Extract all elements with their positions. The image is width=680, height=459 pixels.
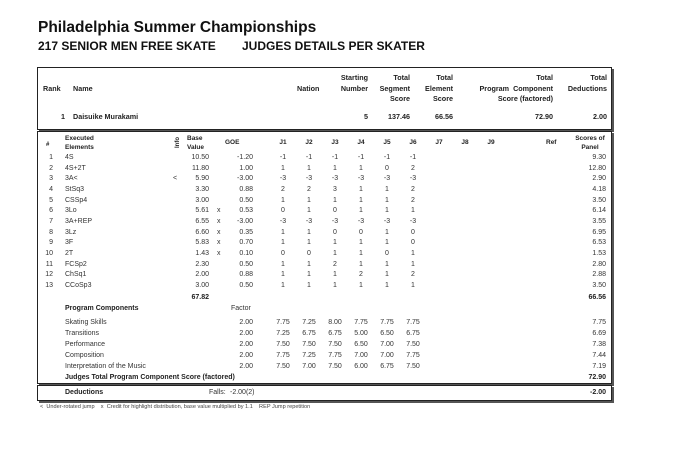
tes-header bbox=[415, 73, 453, 105]
header-line: Panel bbox=[581, 144, 599, 151]
element-code: 3Lo bbox=[65, 207, 77, 215]
element-base-value: 1.43 bbox=[195, 249, 209, 257]
judge-goe: 1 bbox=[385, 260, 389, 268]
header-line: Element bbox=[425, 83, 453, 93]
judge-goe: 1 bbox=[307, 164, 311, 172]
num-header: # bbox=[46, 142, 50, 148]
element-panel-score: 3.55 bbox=[592, 217, 606, 225]
total-pcs: 72.90 bbox=[535, 112, 553, 121]
judge-goe: 1 bbox=[411, 207, 415, 215]
element-bonus-mark: x bbox=[217, 239, 221, 247]
judge-goe: 0 bbox=[385, 164, 389, 172]
pcs-panel-score: 7.44 bbox=[592, 352, 606, 360]
report-type: JUDGES DETAILS PER SKATER bbox=[242, 39, 425, 53]
goe-header: GOE bbox=[225, 139, 240, 146]
element-code: 3A< bbox=[65, 175, 78, 183]
judge-goe: 1 bbox=[281, 164, 285, 172]
judge-goe: 1 bbox=[307, 239, 311, 247]
judge-pcs-mark: 6.75 bbox=[328, 330, 342, 338]
judge-goe: 1 bbox=[333, 271, 337, 279]
judge-goe: 1 bbox=[359, 185, 363, 193]
judge-goe: 1 bbox=[359, 239, 363, 247]
element-code: 4S bbox=[65, 154, 74, 161]
judge-header: J2 bbox=[305, 139, 313, 146]
element-goe: 0.88 bbox=[239, 271, 253, 279]
element-bonus-mark: x bbox=[217, 249, 221, 257]
header-line: Scores of bbox=[575, 135, 605, 142]
judge-goe: 2 bbox=[411, 164, 415, 172]
judge-goe: 1 bbox=[307, 196, 311, 204]
element-number: 11 bbox=[45, 260, 53, 268]
element-base-value: 5.83 bbox=[195, 239, 209, 247]
judge-goe: 1 bbox=[385, 281, 389, 289]
judge-goe: 2 bbox=[411, 196, 415, 204]
element-panel-score: 6.53 bbox=[592, 239, 606, 247]
judge-goe: -3 bbox=[409, 175, 417, 183]
element-bonus-mark: x bbox=[217, 207, 221, 215]
judge-header: J7 bbox=[435, 139, 443, 146]
judge-goe: -3 bbox=[409, 217, 417, 225]
judge-pcs-mark: 7.75 bbox=[276, 319, 290, 326]
element-goe: 0.50 bbox=[239, 196, 253, 204]
judge-pcs-mark: 7.50 bbox=[406, 341, 420, 349]
judge-goe: 1 bbox=[411, 260, 415, 268]
judge-goe: -3 bbox=[305, 217, 313, 225]
judge-goe: 1 bbox=[281, 239, 285, 247]
judge-pcs-mark: 7.25 bbox=[302, 319, 316, 326]
judge-header: J6 bbox=[409, 139, 417, 146]
judge-goe: -3 bbox=[357, 217, 365, 225]
element-goe: 0.50 bbox=[239, 281, 253, 289]
judge-pcs-mark: 5.00 bbox=[354, 330, 368, 338]
element-code: 2T bbox=[65, 249, 74, 257]
judge-goe: 1 bbox=[333, 196, 337, 204]
judge-goe: 0 bbox=[333, 228, 337, 236]
judge-goe: 0 bbox=[281, 207, 285, 215]
judge-goe: 0 bbox=[307, 249, 311, 257]
judge-goe: 1 bbox=[281, 260, 285, 268]
element-code: StSq3 bbox=[65, 185, 85, 193]
pcs-factor: 2.00 bbox=[239, 319, 253, 326]
element-base-value: 6.55 bbox=[195, 217, 209, 225]
judge-pcs-mark: 7.75 bbox=[380, 319, 394, 326]
judge-pcs-mark: 6.50 bbox=[380, 330, 394, 338]
total-segment-score: 137.46 bbox=[388, 112, 410, 121]
header-line: Executed bbox=[65, 135, 94, 142]
element-goe: -1.20 bbox=[237, 154, 253, 161]
base-value-total: 67.82 bbox=[191, 294, 209, 301]
element-base-value: 3.00 bbox=[195, 281, 209, 289]
pcs-factor: 2.00 bbox=[239, 330, 253, 338]
element-panel-score: 2.88 bbox=[592, 271, 606, 279]
judge-pcs-mark: 7.25 bbox=[302, 352, 316, 360]
element-goe: 0.10 bbox=[239, 249, 253, 257]
tss-header bbox=[372, 73, 410, 105]
element-panel-score: 3.50 bbox=[592, 281, 606, 289]
judge-goe: -3 bbox=[383, 217, 391, 225]
header-line: Total bbox=[393, 73, 410, 82]
judge-header: J4 bbox=[357, 139, 365, 146]
judge-pcs-mark: 7.50 bbox=[302, 341, 316, 349]
judge-goe: 1 bbox=[385, 196, 389, 204]
element-bonus-mark: x bbox=[217, 217, 221, 225]
element-base-value: 2.30 bbox=[195, 260, 209, 268]
header-line: Elements bbox=[65, 144, 94, 151]
header-line: Score bbox=[390, 94, 410, 103]
element-number: 6 bbox=[49, 207, 53, 215]
element-code: CCoSp3 bbox=[65, 281, 92, 289]
judge-pcs-mark: 6.00 bbox=[354, 363, 368, 371]
judge-goe: 1 bbox=[359, 196, 363, 204]
judge-pcs-mark: 7.00 bbox=[380, 352, 394, 360]
segment-title: 217 SENIOR MEN FREE SKATE bbox=[38, 39, 216, 53]
element-panel-score: 6.95 bbox=[592, 228, 606, 236]
judge-goe: 1 bbox=[307, 207, 311, 215]
judge-goe: 0 bbox=[333, 207, 337, 215]
element-number: 5 bbox=[49, 196, 53, 204]
judge-goe: -3 bbox=[383, 175, 391, 183]
judge-pcs-mark: 7.75 bbox=[354, 319, 368, 326]
element-number: 10 bbox=[45, 249, 53, 257]
judge-goe: 2 bbox=[359, 271, 363, 279]
element-number: 4 bbox=[49, 185, 53, 193]
event-title: Philadelphia Summer Championships bbox=[38, 19, 317, 36]
judge-goe: -1 bbox=[331, 154, 339, 161]
pcs-total: 72.90 bbox=[588, 374, 606, 381]
header-line: Total bbox=[536, 73, 553, 82]
judge-goe: -3 bbox=[331, 175, 339, 183]
judge-goe: 1 bbox=[411, 249, 415, 257]
judge-header: J8 bbox=[461, 139, 469, 146]
legend-footnote: < Under-rotated jump x Credit for highlight distribution, base value multiplied by 1.1 REP Jump repetition bbox=[40, 404, 311, 410]
element-panel-score: 3.50 bbox=[592, 196, 606, 204]
judge-goe: 1 bbox=[333, 164, 337, 172]
header-line: Number bbox=[340, 83, 368, 93]
header-line: Segment bbox=[379, 83, 410, 93]
element-base-value: 6.60 bbox=[195, 228, 209, 236]
judge-pcs-mark: 7.75 bbox=[406, 352, 420, 360]
judge-pcs-mark: 7.00 bbox=[380, 341, 394, 349]
element-code: ChSq1 bbox=[65, 271, 87, 279]
element-number: 1 bbox=[49, 154, 53, 161]
judge-pcs-mark: 6.75 bbox=[406, 330, 420, 338]
total-element-score: 66.56 bbox=[435, 112, 453, 121]
element-code: 3F bbox=[65, 239, 74, 247]
element-number: 3 bbox=[49, 175, 53, 183]
judge-pcs-mark: 7.75 bbox=[276, 352, 290, 360]
judge-goe: 1 bbox=[307, 228, 311, 236]
judge-pcs-mark: 7.50 bbox=[328, 341, 342, 349]
pcs-factor: 2.00 bbox=[239, 352, 253, 360]
judge-goe: -1 bbox=[357, 154, 365, 161]
judge-header: J1 bbox=[279, 139, 287, 146]
panel-total: 66.56 bbox=[588, 294, 606, 301]
element-code: 3Lz bbox=[65, 228, 77, 236]
judge-goe: -1 bbox=[383, 154, 391, 161]
element-goe: 0.35 bbox=[239, 228, 253, 236]
judge-goe: -3 bbox=[331, 217, 339, 225]
element-goe: -3.00 bbox=[237, 217, 253, 225]
element-panel-score: 2.90 bbox=[592, 175, 606, 183]
judge-goe: -3 bbox=[279, 217, 287, 225]
element-code: FCSp2 bbox=[65, 260, 87, 268]
element-base-value: 10.50 bbox=[191, 154, 209, 161]
header-line: Total bbox=[436, 73, 453, 82]
info-header: Info bbox=[175, 137, 181, 148]
judge-header: J3 bbox=[331, 139, 339, 146]
pcs-name: Transitions bbox=[65, 330, 99, 338]
element-number: 12 bbox=[45, 271, 53, 279]
pcs-name: Composition bbox=[65, 352, 104, 360]
element-goe: 0.88 bbox=[239, 185, 253, 193]
judge-goe: 1 bbox=[333, 281, 337, 289]
judge-goe: 1 bbox=[359, 260, 363, 268]
judge-goe: -3 bbox=[357, 175, 365, 183]
header-line: Starting bbox=[340, 73, 368, 82]
judge-pcs-mark: 7.50 bbox=[328, 363, 342, 371]
factor-header: Factor bbox=[231, 305, 251, 312]
element-number: 2 bbox=[49, 164, 53, 172]
judge-goe: 0 bbox=[411, 239, 415, 247]
pcs-panel-score: 7.19 bbox=[592, 363, 606, 371]
judge-goe: 1 bbox=[333, 249, 337, 257]
program-components-header: Program Components bbox=[65, 305, 139, 312]
element-goe: 0.50 bbox=[239, 260, 253, 268]
falls-value: -2.00(2) bbox=[230, 389, 255, 396]
judge-goe: 1 bbox=[359, 207, 363, 215]
judge-goe: 1 bbox=[385, 239, 389, 247]
judge-goe: 1 bbox=[359, 164, 363, 172]
deductions-box bbox=[37, 385, 612, 401]
header-line: Total bbox=[590, 73, 607, 82]
judge-goe: 1 bbox=[307, 281, 311, 289]
judge-pcs-mark: 7.00 bbox=[354, 352, 368, 360]
header-line: Base bbox=[187, 135, 203, 142]
element-info: < bbox=[173, 175, 178, 183]
judge-goe: 1 bbox=[359, 281, 363, 289]
judge-goe: 1 bbox=[385, 228, 389, 236]
base-value-header bbox=[187, 134, 204, 152]
element-goe: 0.70 bbox=[239, 239, 253, 247]
element-number: 7 bbox=[49, 217, 53, 225]
element-panel-score: 12.80 bbox=[588, 164, 606, 172]
judge-header: J9 bbox=[487, 139, 495, 146]
judge-goe: 1 bbox=[411, 281, 415, 289]
name-header: Name bbox=[73, 84, 93, 93]
element-panel-score: 2.80 bbox=[592, 260, 606, 268]
total-deductions: 2.00 bbox=[593, 112, 607, 121]
judge-pcs-mark: 6.50 bbox=[354, 341, 368, 349]
deductions-total: -2.00 bbox=[590, 389, 606, 396]
rank-header: Rank bbox=[43, 84, 61, 93]
judge-pcs-mark: 8.00 bbox=[328, 319, 342, 326]
ref-header: Ref bbox=[546, 139, 557, 146]
pcs-total-label: Judges Total Program Component Score (factored) bbox=[65, 374, 235, 381]
judge-goe: 0 bbox=[281, 249, 285, 257]
judge-pcs-mark: 7.25 bbox=[276, 330, 290, 338]
judge-header: J5 bbox=[383, 139, 391, 146]
header-line: Score (factored) bbox=[497, 94, 553, 103]
element-code: CSSp4 bbox=[65, 196, 88, 204]
starting-number: 5 bbox=[364, 112, 368, 121]
judge-goe: 0 bbox=[411, 228, 415, 236]
pcs-factor: 2.00 bbox=[239, 363, 253, 371]
element-goe: 1.00 bbox=[239, 164, 253, 172]
element-goe: -3.00 bbox=[237, 175, 253, 183]
pcs-name: Skating Skills bbox=[65, 319, 107, 326]
element-base-value: 3.00 bbox=[195, 196, 209, 204]
header-line: Program Component bbox=[479, 83, 553, 93]
judge-goe: 1 bbox=[281, 196, 285, 204]
judge-goe: 1 bbox=[307, 260, 311, 268]
judge-pcs-mark: 7.50 bbox=[276, 341, 290, 349]
judge-goe: 3 bbox=[333, 185, 337, 193]
judge-goe: -1 bbox=[279, 154, 287, 161]
judge-goe: 2 bbox=[411, 185, 415, 193]
judge-pcs-mark: 7.50 bbox=[276, 363, 290, 371]
pcs-name: Interpretation of the Music bbox=[65, 363, 146, 371]
element-base-value: 3.30 bbox=[195, 185, 209, 193]
element-base-value: 11.80 bbox=[192, 164, 209, 172]
pcs-panel-score: 6.69 bbox=[592, 330, 606, 338]
judge-goe: 1 bbox=[307, 271, 311, 279]
element-panel-score: 4.18 bbox=[592, 185, 606, 193]
judge-goe: -1 bbox=[409, 154, 417, 161]
element-panel-score: 6.14 bbox=[592, 207, 606, 215]
judge-pcs-mark: 6.75 bbox=[380, 363, 394, 371]
skater-rank: 1 bbox=[61, 112, 65, 121]
element-base-value: 5.90 bbox=[195, 175, 209, 183]
element-goe: 0.53 bbox=[239, 207, 253, 215]
judge-goe: 2 bbox=[411, 271, 415, 279]
judge-pcs-mark: 7.75 bbox=[406, 319, 420, 326]
judge-goe: 1 bbox=[281, 281, 285, 289]
judge-goe: 2 bbox=[307, 185, 311, 193]
element-bonus-mark: x bbox=[217, 228, 221, 236]
element-panel-score: 1.53 bbox=[592, 249, 606, 257]
element-panel-score: 9.30 bbox=[592, 154, 606, 161]
starting-number-header bbox=[330, 73, 368, 94]
judge-goe: 1 bbox=[385, 271, 389, 279]
pcs-panel-score: 7.75 bbox=[592, 319, 606, 326]
element-number: 8 bbox=[49, 228, 53, 236]
judge-goe: 1 bbox=[385, 185, 389, 193]
skater-name: Daisuike Murakami bbox=[73, 112, 139, 121]
deductions-header bbox=[555, 73, 607, 94]
judge-pcs-mark: 7.75 bbox=[328, 352, 342, 360]
judge-goe: 0 bbox=[385, 249, 389, 257]
header-line: Deductions bbox=[567, 83, 607, 93]
element-header bbox=[65, 134, 94, 152]
element-code: 4S+2T bbox=[65, 164, 86, 172]
judge-goe: 1 bbox=[281, 271, 285, 279]
pcs-header bbox=[455, 73, 553, 105]
element-number: 13 bbox=[45, 281, 53, 289]
element-code: 3A+REP bbox=[65, 217, 93, 225]
pcs-name: Performance bbox=[65, 341, 106, 349]
element-base-value: 5.61 bbox=[195, 207, 209, 215]
pcs-panel-score: 7.38 bbox=[592, 341, 606, 349]
pcs-factor: 2.00 bbox=[239, 341, 253, 349]
judge-pcs-mark: 6.75 bbox=[302, 330, 316, 338]
panel-header bbox=[572, 134, 608, 152]
element-number: 9 bbox=[49, 239, 53, 247]
nation-header: Nation bbox=[297, 84, 320, 93]
header-line: Score bbox=[433, 94, 453, 103]
deductions-label: Deductions bbox=[65, 389, 104, 396]
header-line: Value bbox=[187, 144, 204, 151]
judge-pcs-mark: 7.00 bbox=[302, 363, 316, 371]
falls-label: Falls: bbox=[209, 389, 226, 396]
judge-goe: 1 bbox=[333, 239, 337, 247]
judge-goe: 1 bbox=[385, 207, 389, 215]
judge-goe: 1 bbox=[281, 228, 285, 236]
judge-goe: 1 bbox=[359, 249, 363, 257]
judge-goe: -1 bbox=[305, 154, 313, 161]
judge-pcs-mark: 7.50 bbox=[406, 363, 420, 371]
judge-goe: -3 bbox=[279, 175, 287, 183]
judge-goe: -3 bbox=[305, 175, 313, 183]
judge-goe: 0 bbox=[359, 228, 363, 236]
element-base-value: 2.00 bbox=[195, 271, 209, 279]
judge-goe: 2 bbox=[281, 185, 285, 193]
judge-goe: 2 bbox=[333, 260, 337, 268]
